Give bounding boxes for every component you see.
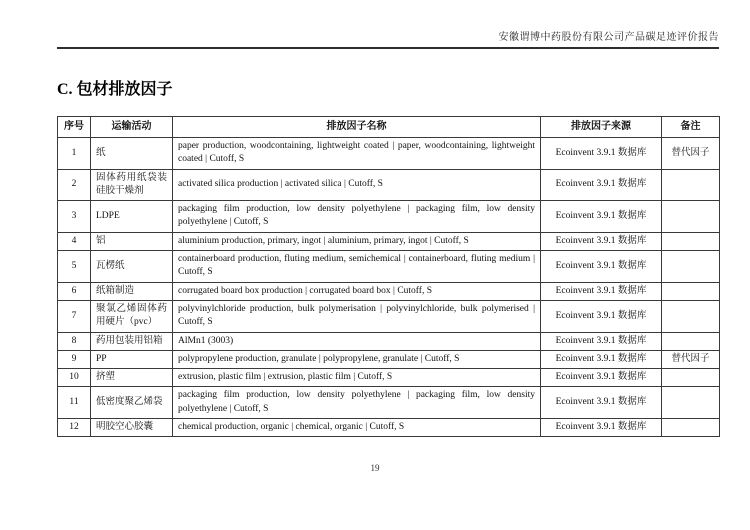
- cell-no: 7: [58, 300, 91, 332]
- cell-factor-name: corrugated board box production | corrugated board box | Cutoff, S: [173, 282, 541, 300]
- cell-activity: 低密度聚乙烯袋: [91, 387, 173, 419]
- cell-note: [662, 232, 720, 250]
- column-header-factor-source: 排放因子来源: [541, 117, 662, 138]
- table-row: [58, 169, 720, 201]
- cell-note: [662, 251, 720, 283]
- cell-note: [662, 300, 720, 332]
- cell-factor-name: polyvinylchloride production, bulk polymerisation | polyvinylchloride, bulk polymerised | Cutoff, S: [173, 300, 541, 332]
- table-row: [58, 251, 720, 283]
- cell-factor-name: extrusion, plastic film | extrusion, plastic film | Cutoff, S: [173, 369, 541, 387]
- table-header-row: [58, 117, 720, 138]
- document-header: [57, 28, 719, 49]
- table-row: [58, 138, 720, 170]
- cell-no: 5: [58, 251, 91, 283]
- cell-no: 6: [58, 282, 91, 300]
- table-row: [58, 300, 720, 332]
- cell-no: 10: [58, 369, 91, 387]
- cell-note: [662, 419, 720, 437]
- cell-activity: 瓦楞纸: [91, 251, 173, 283]
- cell-no: 1: [58, 138, 91, 170]
- cell-activity: 铝: [91, 232, 173, 250]
- cell-activity: 明胶空心胶囊: [91, 419, 173, 437]
- cell-source: Ecoinvent 3.9.1 数据库: [541, 232, 662, 250]
- cell-no: 3: [58, 201, 91, 233]
- table-row: [58, 369, 720, 387]
- table-row: [58, 282, 720, 300]
- column-header-note: 备注: [662, 117, 720, 138]
- cell-no: 4: [58, 232, 91, 250]
- cell-factor-name: polypropylene production, granulate | polypropylene, granulate | Cutoff, S: [173, 350, 541, 368]
- cell-note: 替代因子: [662, 138, 720, 170]
- cell-factor-name: activated silica production | activated silica | Cutoff, S: [173, 169, 541, 201]
- cell-activity: 挤塑: [91, 369, 173, 387]
- column-header-activity: 运输活动: [91, 117, 173, 138]
- header-report-title: 安徽谓博中药股份有限公司产品碳足迹评价报告: [498, 32, 719, 43]
- cell-note: [662, 201, 720, 233]
- table-row: [58, 332, 720, 350]
- cell-no: 11: [58, 387, 91, 419]
- cell-note: [662, 369, 720, 387]
- cell-activity: 纸: [91, 138, 173, 170]
- cell-source: Ecoinvent 3.9.1 数据库: [541, 201, 662, 233]
- cell-factor-name: paper production, woodcontaining, lightweight coated | paper, woodcontaining, lightweight coated | Cutoff, S: [173, 138, 541, 170]
- table-row: [58, 350, 720, 368]
- cell-no: 12: [58, 419, 91, 437]
- cell-factor-name: packaging film production, low density polyethylene | packaging film, low density polyethylene | Cutoff, S: [173, 201, 541, 233]
- page-number: 19: [370, 463, 380, 473]
- cell-source: Ecoinvent 3.9.1 数据库: [541, 138, 662, 170]
- cell-source: Ecoinvent 3.9.1 数据库: [541, 169, 662, 201]
- column-header-no: 序号: [58, 117, 91, 138]
- cell-source: Ecoinvent 3.9.1 数据库: [541, 300, 662, 332]
- cell-activity: PP: [91, 350, 173, 368]
- table-row: [58, 232, 720, 250]
- cell-source: Ecoinvent 3.9.1 数据库: [541, 251, 662, 283]
- cell-no: 2: [58, 169, 91, 201]
- cell-source: Ecoinvent 3.9.1 数据库: [541, 369, 662, 387]
- cell-factor-name: packaging film production, low density polyethylene | packaging film, low density polyethylene | Cutoff, S: [173, 387, 541, 419]
- cell-source: Ecoinvent 3.9.1 数据库: [541, 387, 662, 419]
- cell-note: [662, 169, 720, 201]
- cell-activity: LDPE: [91, 201, 173, 233]
- cell-no: 8: [58, 332, 91, 350]
- cell-source: Ecoinvent 3.9.1 数据库: [541, 332, 662, 350]
- cell-activity: 聚氯乙烯固体药用硬片（pvc）: [91, 300, 173, 332]
- cell-source: Ecoinvent 3.9.1 数据库: [541, 282, 662, 300]
- emission-factors-table: [57, 116, 720, 437]
- cell-factor-name: containerboard production, fluting medium, semichemical | containerboard, fluting medium | Cutoff, S: [173, 251, 541, 283]
- cell-activity: 纸箱制造: [91, 282, 173, 300]
- cell-activity: 药用包装用铝箱: [91, 332, 173, 350]
- cell-source: Ecoinvent 3.9.1 数据库: [541, 419, 662, 437]
- cell-activity: 固体药用纸袋装硅胶干燥剂: [91, 169, 173, 201]
- cell-no: 9: [58, 350, 91, 368]
- cell-source: Ecoinvent 3.9.1 数据库: [541, 350, 662, 368]
- section-title: C. 包材排放因子: [57, 81, 173, 98]
- cell-factor-name: chemical production, organic | chemical, organic | Cutoff, S: [173, 419, 541, 437]
- cell-note: [662, 387, 720, 419]
- table-row: [58, 201, 720, 233]
- cell-note: [662, 282, 720, 300]
- cell-note: [662, 332, 720, 350]
- cell-factor-name: aluminium production, primary, ingot | aluminium, primary, ingot | Cutoff, S: [173, 232, 541, 250]
- table-row: [58, 419, 720, 437]
- column-header-factor-name: 排放因子名称: [173, 117, 541, 138]
- cell-factor-name: AlMn1 (3003): [173, 332, 541, 350]
- cell-note: 替代因子: [662, 350, 720, 368]
- table-row: [58, 387, 720, 419]
